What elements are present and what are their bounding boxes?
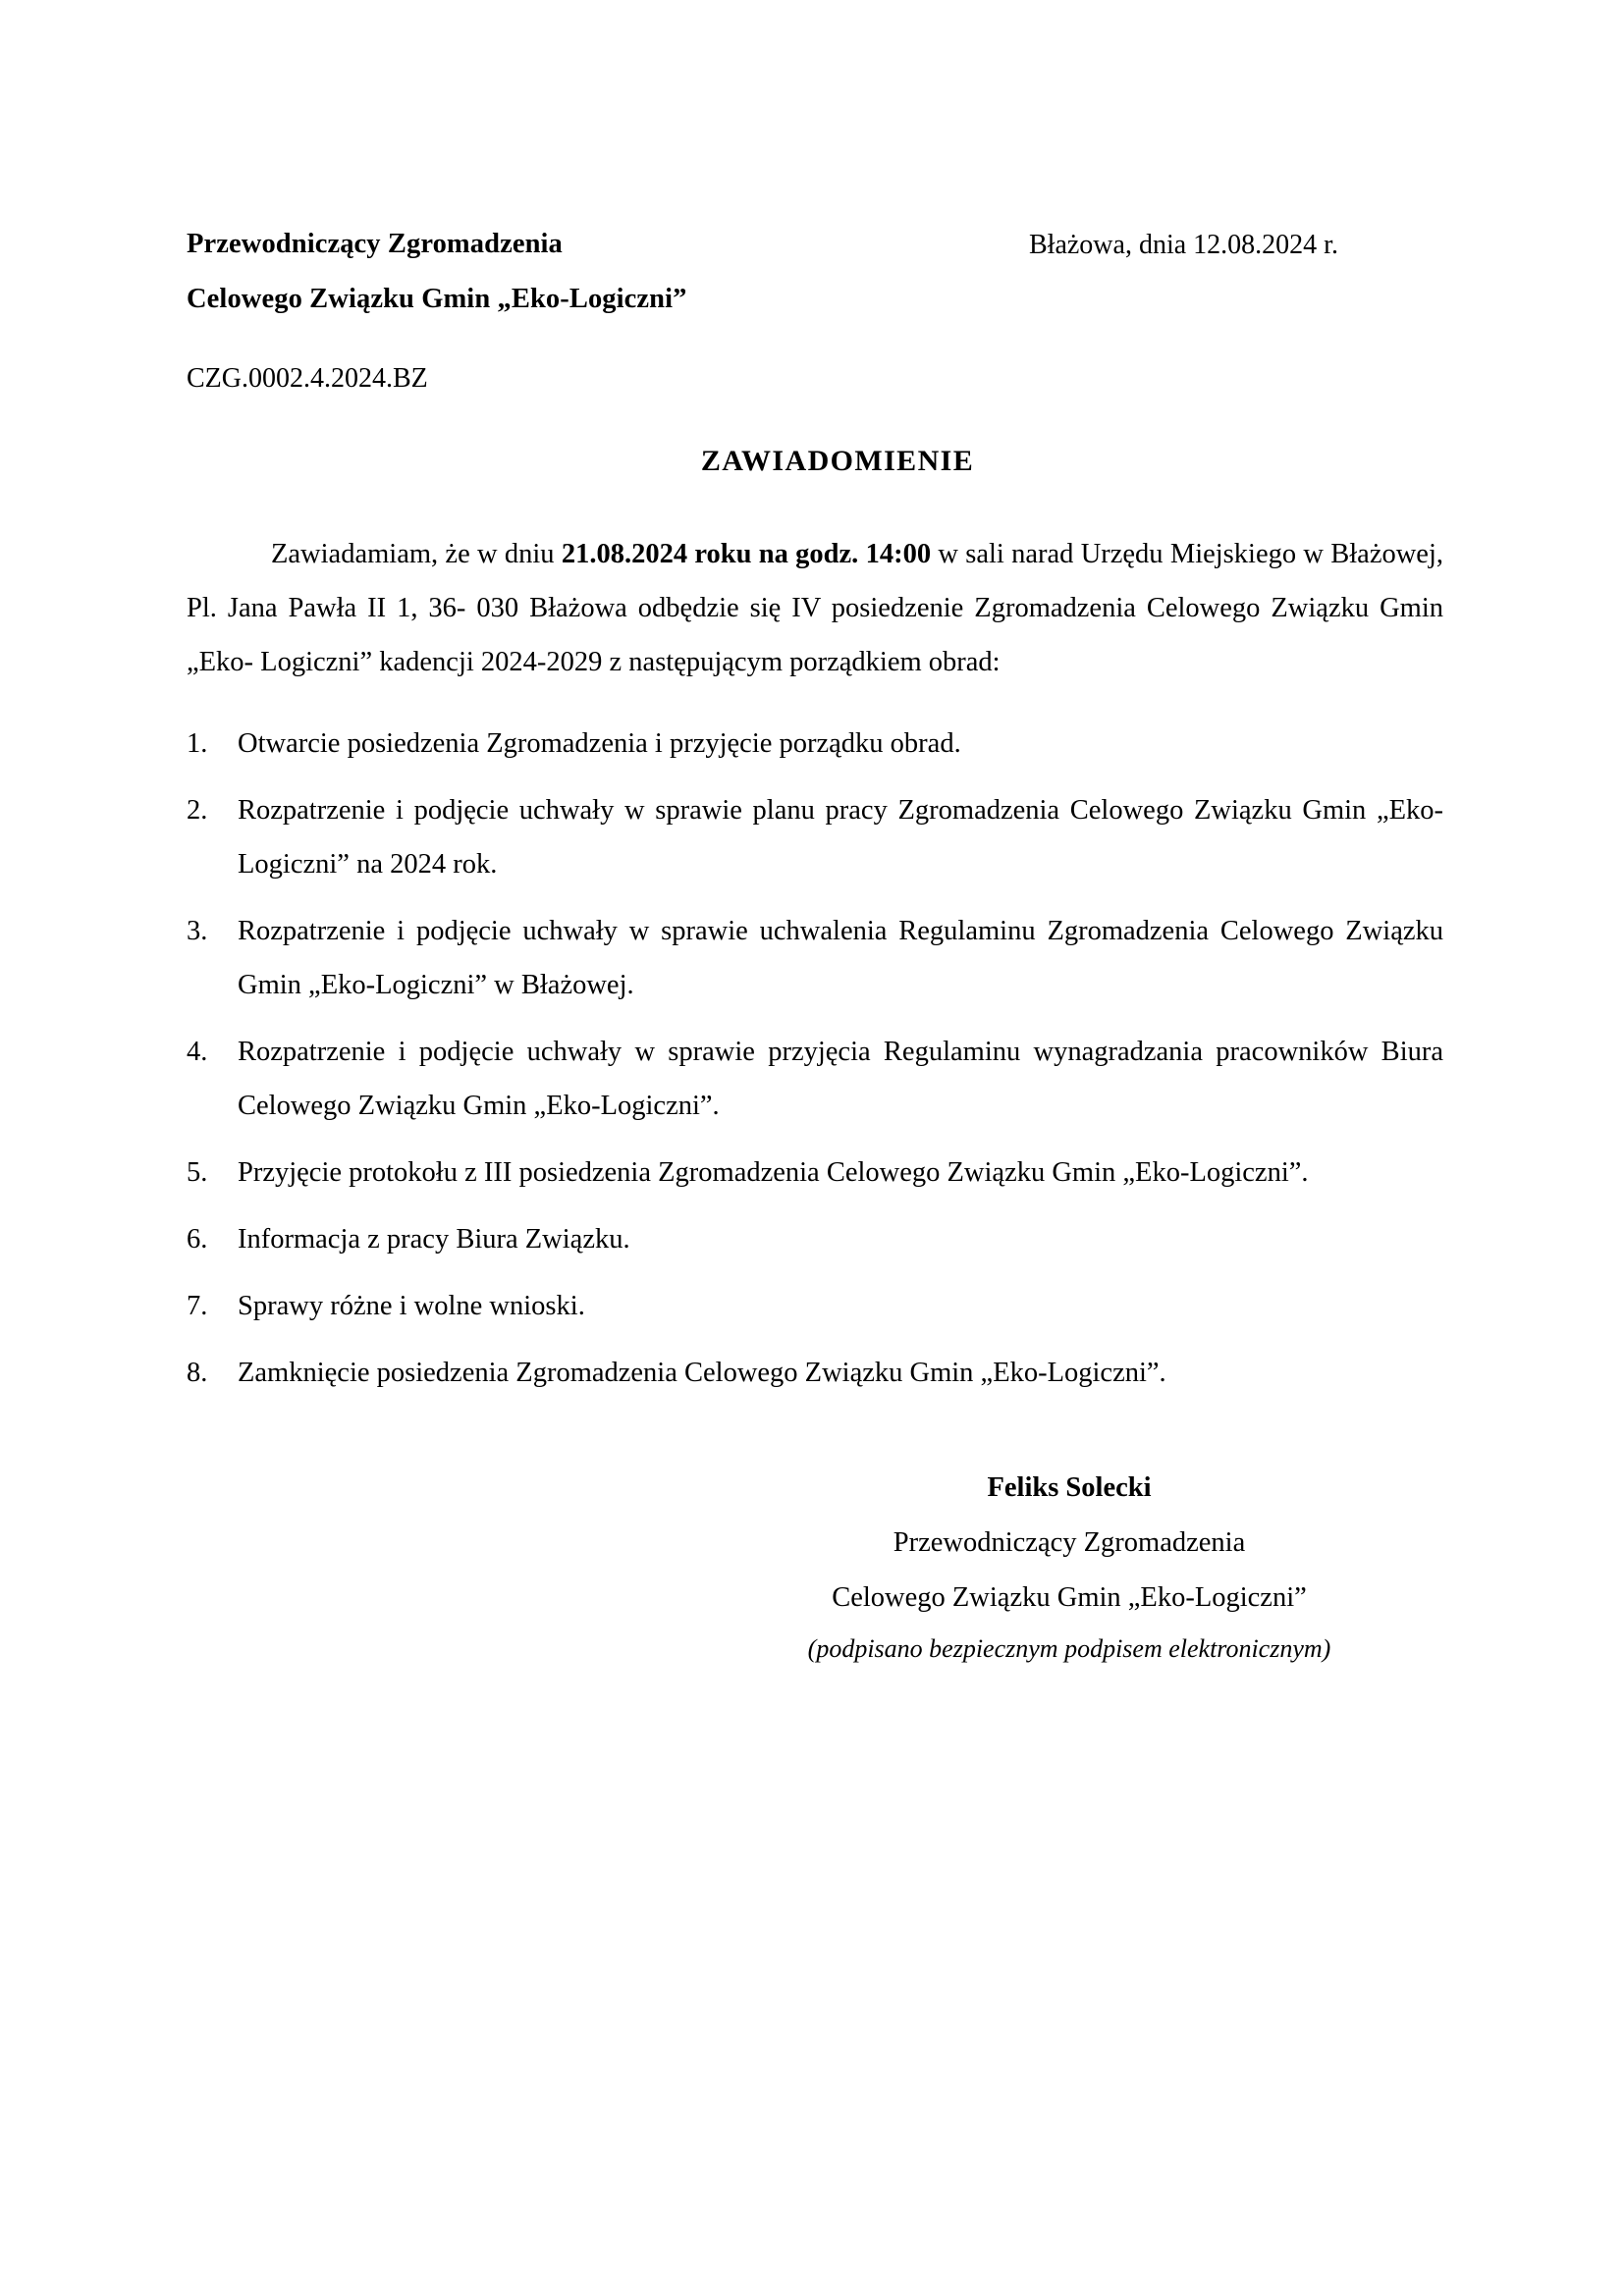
sender-title-line-2: Celowego Związku Gmin „Eko-Logiczni” <box>187 284 687 314</box>
agenda-item-number: 8. <box>187 1358 208 1389</box>
agenda-list <box>187 717 1443 1400</box>
signatory-role: Przewodniczący Zgromadzenia <box>893 1527 1246 1558</box>
agenda-item-number: 6. <box>187 1224 208 1255</box>
agenda-item-text: Sprawy różne i wolne wnioski. <box>238 1291 585 1322</box>
agenda-item-number: 3. <box>187 916 208 947</box>
agenda-item <box>187 1212 1443 1266</box>
agenda-item-text: Informacja z pracy Biura Związku. <box>238 1224 630 1255</box>
agenda-item-text: Rozpatrzenie i podjęcie uchwały w sprawie planu pracy Zgromadzenia Celowego Związku Gmin „Eko-Logiczni” na 2024 rok. <box>238 795 1443 881</box>
signature-block <box>187 1461 1443 1674</box>
document-title: ZAWIADOMIENIE <box>700 444 975 477</box>
document-header <box>187 0 1443 314</box>
intro-paragraph <box>187 527 1443 689</box>
agenda-item-text: Przyjęcie protokołu z III posiedzenia Zgromadzenia Celowego Związku Gmin „Eko-Logiczni”. <box>238 1157 1309 1189</box>
agenda-item <box>187 1279 1443 1333</box>
agenda-item-text: Rozpatrzenie i podjęcie uchwały w sprawie przyjęcia Regulaminu wynagradzania pracowników Biura Celowego Związku Gmin „Eko-Logiczni”. <box>238 1037 1443 1122</box>
electronic-signature-note: (podpisano bezpiecznym podpisem elektronicznym) <box>807 1634 1331 1664</box>
agenda-item-text: Zamknięcie posiedzenia Zgromadzenia Celowego Związku Gmin „Eko-Logiczni”. <box>238 1358 1166 1389</box>
signatory-organization: Celowego Związku Gmin „Eko-Logiczni” <box>832 1581 1307 1613</box>
agenda-item-text: Otwarcie posiedzenia Zgromadzenia i przyjęcie porządku obrad. <box>238 728 961 760</box>
agenda-item-number: 5. <box>187 1157 208 1189</box>
signatory-name: Feliks Solecki <box>987 1472 1152 1504</box>
agenda-item-text: Rozpatrzenie i podjęcie uchwały w sprawie uchwalenia Regulaminu Zgromadzenia Celowego Związku Gmin „Eko-Logiczni” w Błażowej. <box>238 916 1443 1001</box>
sender-title-line-1: Przewodniczący Zgromadzenia <box>187 229 563 259</box>
agenda-item-number: 7. <box>187 1291 208 1322</box>
agenda-item-number: 2. <box>187 795 208 827</box>
agenda-item <box>187 1146 1443 1200</box>
agenda-item <box>187 904 1443 1012</box>
agenda-item <box>187 1025 1443 1133</box>
agenda-item <box>187 717 1443 771</box>
intro-part-1: Zawiadamiam, że w dniu <box>271 538 562 569</box>
intro-part-2: w sali narad Urzędu Miejskiego w Błażowej, Pl. Jana Pawła II 1, 36- 030 Błażowa odbędzie się IV posiedzenie Zgromadzenia Celowego Związku Gmin „Eko- Logiczni” kadencji 2024-2029 z następującym porządkiem obrad: <box>187 538 1444 677</box>
document-content <box>187 0 1443 1675</box>
agenda-item <box>187 1346 1443 1400</box>
header-row-first <box>187 229 1443 284</box>
reference-number: CZG.0002.4.2024.BZ <box>187 363 428 395</box>
intro-meeting-datetime: 21.08.2024 roku na godz. 14:00 <box>561 538 932 569</box>
agenda-item <box>187 783 1443 891</box>
agenda-item-number: 1. <box>187 728 208 760</box>
place-and-date: Błażowa, dnia 12.08.2024 r. <box>1029 230 1338 260</box>
agenda-item-number: 4. <box>187 1037 208 1068</box>
